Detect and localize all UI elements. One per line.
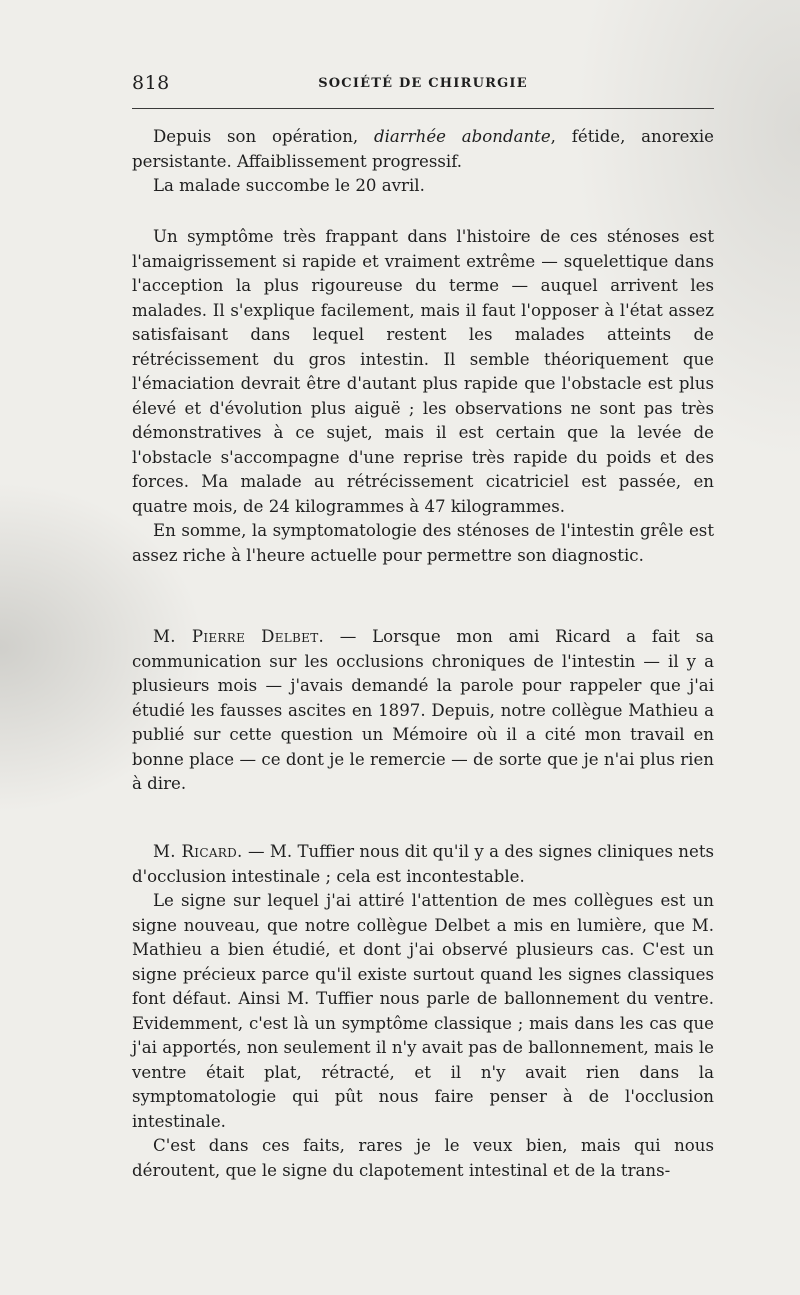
running-title: SOCIÉTÉ DE CHIRURGIE — [318, 76, 528, 91]
paragraph: M. Pierre Delbet. — Lorsque mon ami Ricard a fait sa communication sur les occlusions chroniques de l'intestin — il y a plusieurs mois — j'avais demandé la parole pour rappeler que j'ai étudié les fausses ascites en 1897. Depuis, notre collègue Mathieu a publié sur cette question un Mémoire où il a cité mon travail en bonne place — ce dont je le remercie — de sorte que je n'ai plus rien à dire. — [132, 627, 714, 793]
page-header — [132, 72, 714, 98]
case-report-conclusion — [132, 125, 714, 199]
ricard-remarks — [132, 840, 714, 1183]
paragraph: C'est dans ces faits, rares je le veux bien, mais qui nous déroutent, que le signe du clapotement intestinal et de la trans- — [132, 1136, 714, 1180]
delbet-remarks — [132, 625, 714, 797]
header-rule — [132, 108, 714, 109]
speaker-name: M. Ricard. — [153, 842, 243, 861]
paragraph: Le signe sur lequel j'ai attiré l'attention de mes collègues est un signe nouveau, que notre collègue Delbet a mis en lumière, que M. Mathieu a bien étudié, et dont j'ai observé plusieurs cas. C'est un signe précieux parce qu'il existe surtout quand les signes classiques font défaut. Ainsi M. Tuffier nous parle de ballonnement du ventre. Evidemment, c'est là un symptôme classique ; mais dans les cas que j'ai apportés, non seulement il n'y avait pas de ballonnement, mais le ventre était plat, rétracté, et il n'y avait rien dans la symptomatologie qui pût nous faire penser à de l'occlusion intestinale. — [132, 891, 714, 1131]
paragraph: En somme, la symptomatologie des sténoses de l'intestin grêle est assez riche à l'heure actuelle pour permettre son diagnostic. — [132, 521, 714, 565]
paragraph: Un symptôme très frappant dans l'histoire de ces sténoses est l'amaigrissement si rapide et vraiment extrême — squelettique dans l'acception la plus rigoureuse du terme — auquel arrivent les malades. Il s'explique facilement, mais il faut l'opposer à l'état assez satisfaisant dans lequel restent les malades atteints de rétrécissement du gros intestin. Il semble théoriquement que l'émaciation devrait être d'autant plus rapide que l'obstacle est plus élevé et d'évolution plus aiguë ; les observations ne sont pas très démonstratives à ce sujet, mais il est certain que la levée de l'obstacle s'accompagne d'une reprise très rapide du poids et des forces. Ma malade au rétrécissement cicatriciel est passée, en quatre mois, de 24 kilogrammes à 47 kilogrammes. — [132, 227, 714, 516]
speaker-name: M. Pierre Delbet. — [153, 627, 325, 646]
paragraph: La malade succombe le 20 avril. — [153, 176, 425, 195]
page-number: 818 — [132, 72, 170, 94]
paragraph: Depuis son opération, diarrhée abondante, fétide, anorexie persistante. Affaiblissement progressif. — [132, 127, 714, 171]
emphasis: diarrhée abondante — [373, 127, 551, 146]
symptom-discussion — [132, 225, 714, 568]
paragraph: M. Ricard. — M. Tuffier nous dit qu'il y a des signes cliniques nets d'occlusion intestinale ; cela est incontestable. — [132, 842, 714, 886]
